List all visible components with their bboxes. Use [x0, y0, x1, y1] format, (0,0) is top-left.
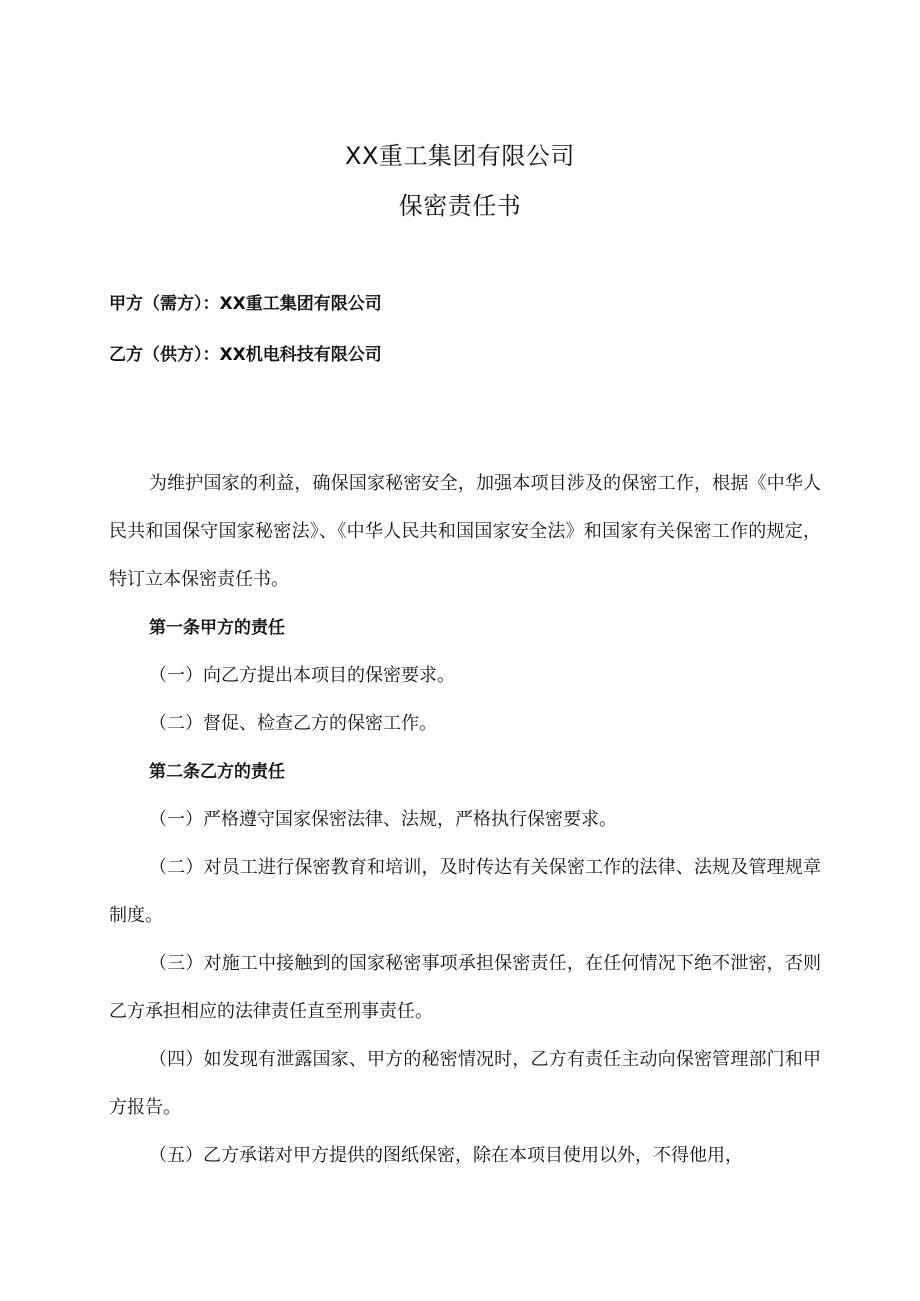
article-2-heading: 第二条乙方的责任: [149, 762, 285, 782]
document-body: [109, 460, 821, 1180]
party-b-line: 乙方（供方）：XX机电科技有限公司: [109, 345, 382, 365]
company-title: XX重工集团有限公司: [345, 142, 575, 170]
document-title: 保密责任书: [398, 192, 522, 220]
article-1-item: （一）向乙方提出本项目的保密要求。: [149, 665, 455, 686]
intro-paragraph: 为维护国家的利益，确保国家秘密安全，加强本项目涉及的保密工作，根据《中华人民共和国保守国家秘密法》、《中华人民共和国国家安全法》和国家有关保密工作的规定，特订立本保密责任书。: [109, 473, 821, 590]
article-2-item: （四）如发现有泄露国家、甲方的秘密情况时，乙方有责任主动向保密管理部门和甲方报告。: [109, 1049, 821, 1118]
party-a-line: 甲方（需方）：XX重工集团有限公司: [109, 294, 382, 314]
article-2-item: （一）严格遵守国家保密法律、法规，严格执行保密要求。: [149, 809, 617, 830]
article-2-item: （二）对员工进行保密教育和培训，及时传达有关保密工作的法律、法规及管理规章制度。: [109, 857, 821, 926]
article-1-heading: 第一条甲方的责任: [149, 618, 285, 638]
article-2-item: （五）乙方承诺对甲方提供的图纸保密，除在本项目使用以外，不得他用，: [149, 1145, 743, 1166]
article-1-item: （二）督促、检查乙方的保密工作。: [149, 713, 437, 734]
article-2-item: （三）对施工中接触到的国家秘密事项承担保密责任，在任何情况下绝不泄密，否则乙方承担相应的法律责任直至刑事责任。: [109, 953, 821, 1022]
